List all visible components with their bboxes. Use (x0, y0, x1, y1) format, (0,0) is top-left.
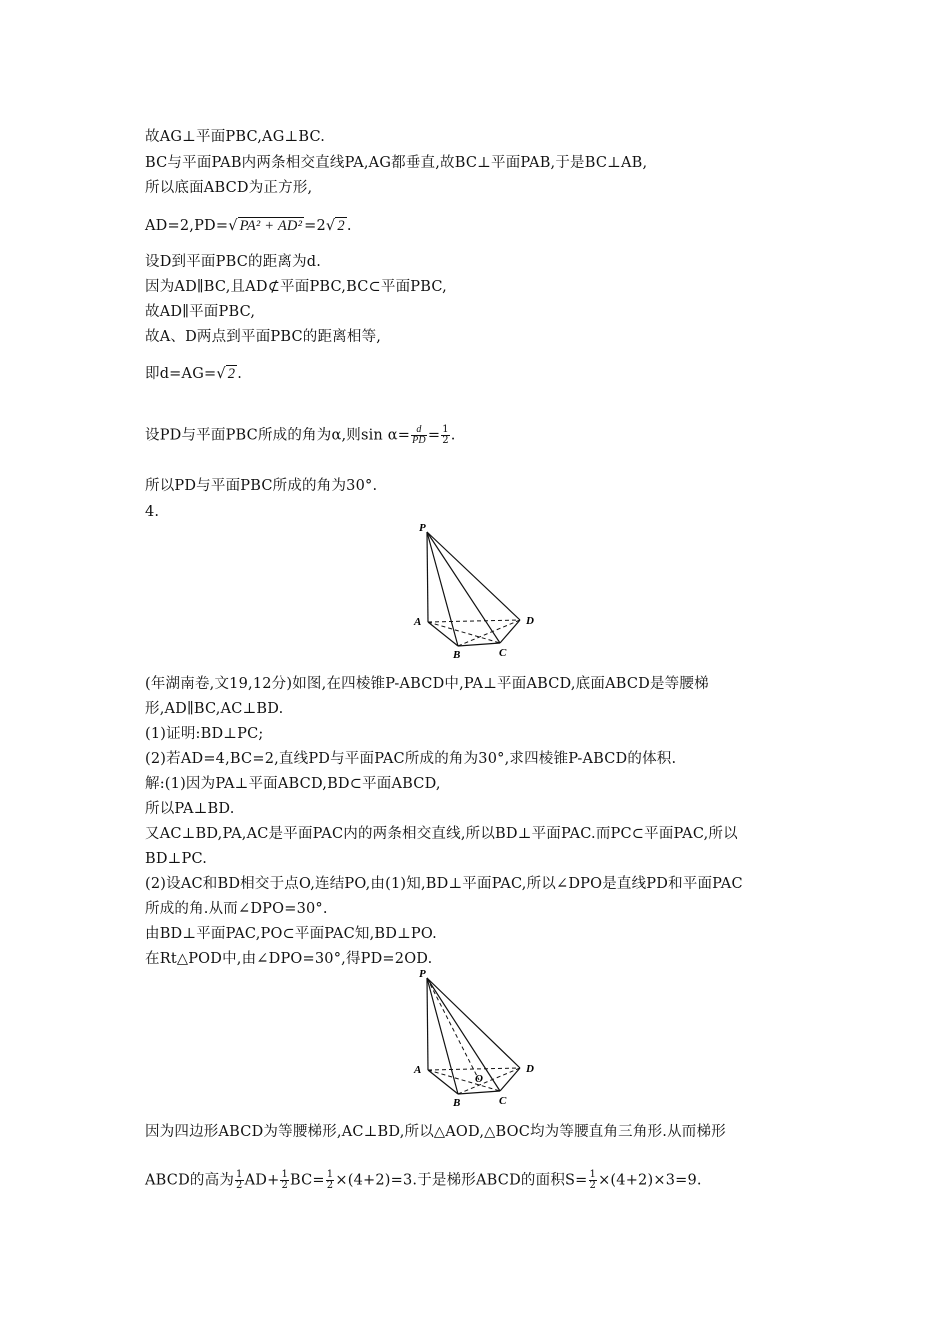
text-segment: =2 (304, 218, 326, 234)
radicand: 2 (337, 218, 345, 234)
fraction-numerator: 1 (589, 1169, 597, 1180)
text-line: (1)证明:BD⊥PC; (145, 726, 264, 742)
fraction-numerator: d (411, 425, 427, 436)
fraction-numerator: 1 (281, 1169, 289, 1180)
text-segment: 即d=AG= (145, 366, 217, 382)
text-line: 由BD⊥平面PAC,PO⊂平面PAC知,BD⊥PO. (145, 926, 437, 942)
text-line: 解:(1)因为PA⊥平面ABCD,BD⊂平面ABCD, (145, 776, 441, 792)
text-line: 故A、D两点到平面PBC的距离相等, (145, 329, 382, 345)
text-line: 设D到平面PBC的距离为d. (145, 254, 322, 270)
text-segment: = (427, 427, 441, 444)
text-line: 所成的角.从而∠DPO=30°. (145, 901, 328, 917)
text-segment: AD=2,PD= (145, 218, 229, 234)
text-segment: . (346, 218, 352, 234)
fraction-denominator: 2 (442, 435, 449, 446)
text-line: 在Rt△POD中,由∠DPO=30°,得PD=2OD. (145, 951, 433, 967)
vertex-label-a: A (414, 616, 422, 628)
text-segment: . (237, 366, 243, 382)
text-line: 故AD∥平面PBC, (145, 304, 256, 320)
text-line: 形,AD∥BC,AC⊥BD. (145, 701, 284, 717)
pyramid-diagram (405, 518, 545, 660)
fraction-numerator: 1 (326, 1169, 334, 1180)
fraction-denominator: 2 (281, 1180, 289, 1191)
text-segment: ×(4+2)×3=9. (598, 1172, 702, 1189)
text-segment: AD+ (244, 1172, 280, 1189)
radicand: 2 (227, 366, 236, 382)
vertex-label-c: C (499, 647, 507, 659)
fraction (411, 425, 427, 446)
sqrt-sign: √ (228, 218, 238, 234)
vertex-label-d: D (526, 615, 534, 627)
text-segment: ×(4+2)=3.于是梯形ABCD的面积S= (335, 1172, 588, 1189)
fraction (235, 1170, 244, 1191)
vertex-label-b: B (453, 1097, 461, 1108)
fraction (280, 1170, 289, 1191)
vertex-label-c: C (499, 1095, 507, 1107)
vertex-label-p: P (419, 968, 426, 980)
text-line: 又AC⊥BD,PA,AC是平面PAC内的两条相交直线,所以BD⊥平面PAC.而PC⊂平面PAC,所以 (145, 826, 738, 842)
pyramid-diagram-with-o (405, 966, 545, 1108)
fraction-denominator: 2 (236, 1180, 243, 1191)
text-line: 故AG⊥平面PBC,AG⊥BC. (145, 129, 326, 145)
text-line: BD⊥PC. (145, 851, 208, 867)
fraction (589, 1170, 598, 1191)
sqrt-sign: √ (216, 366, 226, 382)
text-line: 因为AD∥BC,且AD⊄平面PBC,BC⊂平面PBC, (145, 279, 447, 295)
fraction-denominator: PD (412, 435, 426, 446)
fraction (326, 1170, 335, 1191)
equation-line (145, 364, 242, 384)
equation-line (145, 425, 456, 446)
pyramid-figure (405, 518, 545, 660)
sqrt-sign: √ (325, 218, 336, 234)
text-line: (2)若AD=4,BC=2,直线PD与平面PAC所成的角为30°,求四棱锥P-ABCD的体积. (145, 751, 677, 767)
text-line: 所以底面ABCD为正方形, (145, 180, 313, 196)
text-line: 因为四边形ABCD为等腰梯形,AC⊥BD,所以△AOD,△BOC均为等腰直角三角形.从而梯形 (145, 1124, 726, 1140)
vertex-label-d: D (526, 1063, 534, 1075)
fraction-denominator: 2 (589, 1180, 597, 1191)
text-line: 4. (145, 504, 160, 520)
text-line: (2)设AC和BD相交于点O,连结PO,由(1)知,BD⊥平面PAC,所以∠DPO是直线PD和平面PAC (145, 876, 743, 892)
fraction-numerator: 1 (442, 424, 449, 435)
vertex-label-a: A (414, 1064, 422, 1076)
text-line: 所以PD与平面PBC所成的角为30°. (145, 478, 378, 494)
fraction (441, 425, 450, 446)
text-segment: BC= (290, 1172, 325, 1189)
vertex-label-b: B (453, 649, 461, 660)
fraction-numerator: 1 (236, 1169, 243, 1180)
equation-line (145, 216, 352, 236)
vertex-label-o: O (475, 1073, 483, 1085)
equation-line (145, 1170, 702, 1191)
text-line: (年湖南卷,文19,12分)如图,在四棱锥P-ABCD中,PA⊥平面ABCD,底面ABCD是等腰梯 (145, 676, 709, 692)
pyramid-figure-with-o (405, 966, 545, 1108)
vertex-label-p: P (419, 522, 426, 534)
fraction-denominator: 2 (326, 1180, 334, 1191)
radicand: PA² + AD² (239, 218, 303, 234)
text-line: BC与平面PAB内两条相交直线PA,AG都垂直,故BC⊥平面PAB,于是BC⊥AB, (145, 155, 648, 171)
text-segment: . (450, 427, 456, 444)
text-segment: ABCD的高为 (145, 1172, 235, 1189)
text-segment: 设PD与平面PBC所成的角为α,则sin α= (145, 427, 411, 444)
text-line: 所以PA⊥BD. (145, 801, 235, 817)
